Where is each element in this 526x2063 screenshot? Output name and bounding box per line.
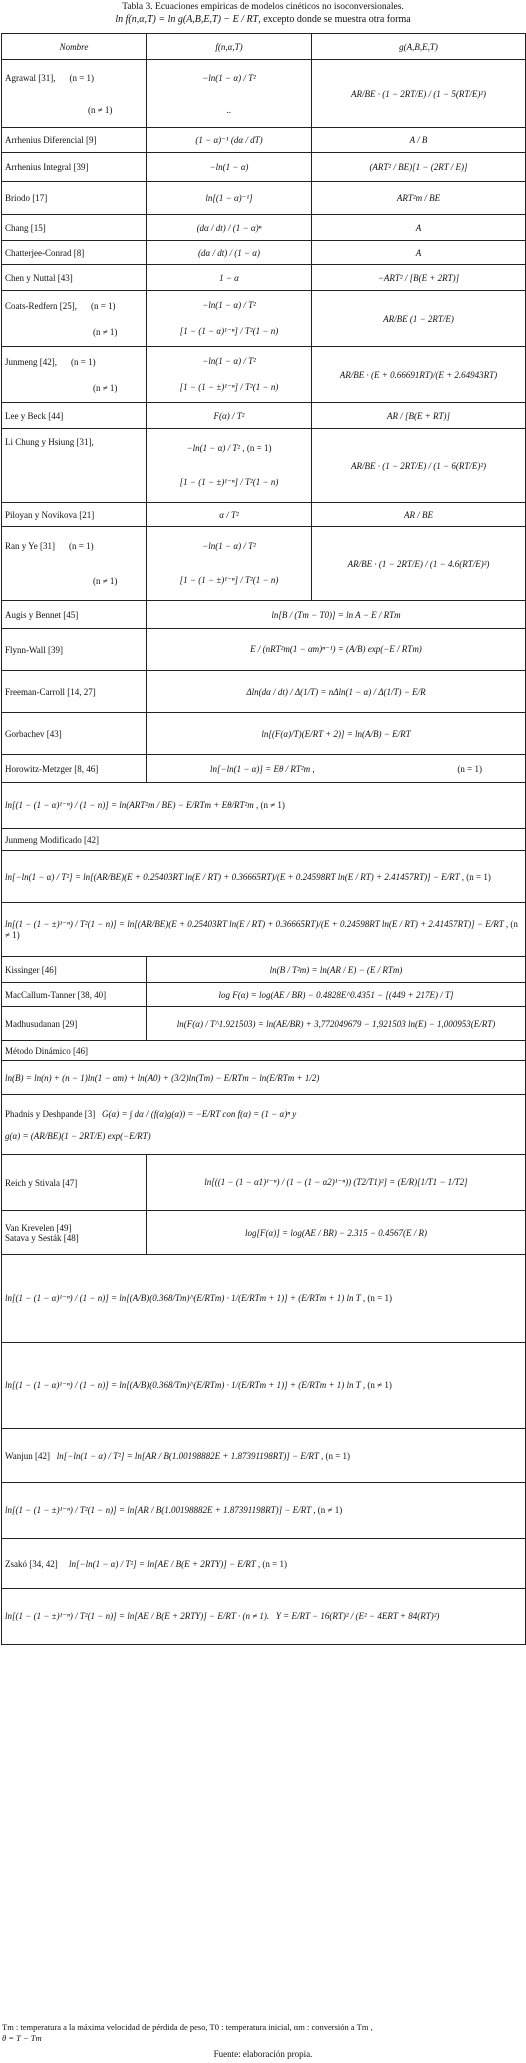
condition: (n ≠ 1): [367, 1380, 392, 1390]
g-expression: A: [312, 241, 526, 265]
table-row: [2, 153, 526, 182]
g-expression: ART²m / BE: [312, 182, 526, 215]
f-expression: −ln(1 − α) / T²: [202, 300, 256, 311]
model-name: MacCallum-Tanner [38, 40]: [2, 983, 147, 1007]
f-expression: −ln(1 − α) / T² ,: [186, 442, 245, 453]
f-expression: [1 − (1 − ±)¹⁻ⁿ] / T²(1 − n): [179, 381, 279, 392]
condition: (n = 1): [71, 356, 96, 367]
equation: E / (nRT²m(1 − αm)ⁿ⁻¹) = (A/B) exp(−E / RTm): [147, 629, 526, 671]
source-note: Fuente: elaboración propia.: [213, 2049, 313, 2059]
f-expression: [1 − (1 − α)¹⁻ⁿ] / T²(1 − n): [179, 325, 279, 336]
f-expression: (dα / dt) / (1 − α): [147, 241, 312, 265]
condition: (n ≠ 1): [260, 800, 285, 810]
table-row: [2, 903, 526, 957]
table-row: [2, 215, 526, 241]
table-row: [2, 1007, 526, 1041]
equation: g(α) = (AR/BE)(1 − 2RT/E) exp(−E/RT): [5, 1130, 151, 1141]
equation: Δln(dα / dt) / Δ(1/T) = nΔln(1 − α) / Δ(1/T) − E/R: [147, 671, 526, 713]
header-row: [2, 34, 526, 60]
table-row: [2, 1343, 526, 1429]
row-name: [2, 347, 147, 403]
subtitle-text: , excepto donde se muestra otra forma: [258, 14, 411, 25]
g-expression: AR/BE · (1 − 2RT/E) / (1 − 5(RT/E)²): [312, 60, 526, 128]
table-row: [2, 629, 526, 671]
row-f: [147, 527, 312, 601]
condition: (n ≠ 1): [88, 104, 113, 115]
table-row: [2, 601, 526, 629]
footnote-line: Tm : temperatura a la máxima velocidad de pérdida de peso, T0 : temperatura inicial, αm : conversión a Tm ,: [2, 2022, 373, 2032]
model-name: Augis y Bennet [45]: [2, 601, 147, 629]
equation: ln(B) = ln(n) + (n − 1)ln(1 − αm) + ln(A0) + (3/2)ln(Tm) − E/RTm − ln(E/RTm + 1/2): [2, 1061, 526, 1095]
model-name: Reich y Stivala [47]: [2, 1155, 147, 1211]
f-expression: (1 − α)⁻¹ (dα / dT): [147, 128, 312, 153]
model-name: Lee y Beck [44]: [2, 403, 147, 429]
equation: ln[(1 − (1 − α)¹⁻ⁿ) / (1 − n)] = ln[(A/B)(0.368/Tm)^(E/RTm) · 1/(E/RTm + 1)] + (E/RTm + 1) ln T ,: [5, 1293, 366, 1303]
f-expression: 1 − α: [147, 265, 312, 291]
model-name: Junmeng Modificado [42]: [2, 829, 526, 851]
condition: (n ≠ 1): [317, 1505, 343, 1515]
model-name: Briodo [17]: [2, 182, 147, 215]
table-subtitle: [0, 14, 526, 25]
equation: ln[B / (Tm − T0)] = ln A − E / RTm: [147, 601, 526, 629]
equation: ln[(1 − (1 − ±)¹⁻ⁿ) / T²(1 − n)] = ln[AE / B(E + 2RTY)] − E/RT · (n ≠ 1).: [5, 1611, 270, 1621]
model-name: Chatterjee-Conrad [8]: [2, 241, 147, 265]
condition: (n ≠ 1): [93, 382, 118, 393]
subtitle-math: ln f(n,α,T) = ln g(A,B,E,T) − E / RT: [115, 14, 259, 25]
f-expression: −ln(1 − α) / T²: [202, 72, 256, 83]
table-row: [2, 983, 526, 1007]
table-row: [2, 403, 526, 429]
table-row: [2, 671, 526, 713]
model-name: Flynn-Wall [39]: [2, 629, 147, 671]
table-row: [2, 783, 526, 829]
g-expression: AR / [B(E + RT)]: [312, 403, 526, 429]
equation: log[F(α)] = log(AE / BR) − 2.315 − 0.4567(E / R): [147, 1211, 526, 1255]
row-f: [147, 347, 312, 403]
equation: ln[(1 − (1 − ±)¹⁻ⁿ) / T²(1 − n)] = ln[(AR/BE)(E + 0.25403RT ln(E / RT) + 0.36665RT)/(E + 0.24598RT ln(E / RT) + 2.41457RT)] − E/RT ,: [5, 919, 509, 929]
row-name: [2, 291, 147, 347]
model-name: Phadnis y Deshpande [3]: [5, 1108, 96, 1119]
g-expression: −ART² / [B(E + 2RT)]: [312, 265, 526, 291]
condition: (n = 1): [325, 1450, 351, 1461]
model-name: Chang [15]: [2, 215, 147, 241]
model-name: Freeman-Carroll [14, 27]: [2, 671, 147, 713]
model-name: Agrawal [31],: [5, 72, 56, 83]
table-row: [2, 291, 526, 347]
condition: (n = 1): [367, 1293, 392, 1303]
model-name: Li Chung y Hsiung [31],: [5, 436, 94, 447]
equation: ln[−ln(1 − α) / T²] = ln[AR / B(1.00198882E + 1.87391198RT)] − E/RT ,: [56, 1450, 324, 1461]
model-name: Kissinger [46]: [2, 957, 147, 983]
table-row: [2, 1539, 526, 1589]
f-expression: −ln(1 − α) / T²: [202, 540, 256, 551]
table-row: [2, 1061, 526, 1095]
table-row: [2, 527, 526, 601]
g-expression: AR/BE · (1 − 2RT/E) / (1 − 6(RT/E)²): [312, 429, 526, 503]
g-expression: AR/BE (1 − 2RT/E): [312, 291, 526, 347]
table-row: [2, 429, 526, 503]
condition: (n = 1): [246, 442, 272, 453]
g-expression: A / B: [312, 128, 526, 153]
condition: (n = 1): [262, 1558, 287, 1569]
condition: (n ≠ 1): [93, 326, 118, 337]
f-expression: [1 − (1 − ±)¹⁻ⁿ] / T²(1 − n): [179, 477, 279, 488]
equation: ln[(1 − (1 − α)¹⁻ⁿ) / (1 − n)] = ln[(A/B)(0.368/Tm)^(E/RTm) · 1/(E/RTm + 1)] + (E/RTm + 1) ln T ,: [5, 1380, 366, 1390]
kinetic-models-table: [1, 33, 526, 1645]
model-name: Gorbachev [43]: [2, 713, 147, 755]
condition: (n = 1): [90, 300, 116, 311]
g-expression: AR/BE · (E + 0.66691RT)/(E + 2.64943RT): [312, 347, 526, 403]
model-name: Chen y Nuttal [43]: [2, 265, 147, 291]
row-f: [147, 291, 312, 347]
row-equation: [2, 1343, 526, 1429]
condition: (n = 1): [466, 871, 491, 882]
equation: ln[−ln(1 − α) / T²] = ln[AE / B(E + 2RTY)] − E/RT ,: [69, 1558, 261, 1569]
table-row: [2, 60, 526, 128]
table-row: [2, 1429, 526, 1483]
table-row: [2, 851, 526, 903]
footnote-line: θ = T − Tm: [2, 2033, 42, 2043]
f-expression: ln[(1 − α)⁻¹]: [147, 182, 312, 215]
header-g: g(A,B,E,T): [312, 34, 526, 60]
condition: (n = 1): [69, 72, 95, 83]
f-expression: [1 − (1 − ±)¹⁻ⁿ] / T²(1 − n): [179, 575, 279, 586]
condition: (n ≠ 1): [5, 919, 518, 940]
g-expression: (ART² / BE)[1 − (2RT / E)]: [312, 153, 526, 182]
row-equation: [2, 1589, 526, 1645]
model-name: Horowitz-Metzger [8, 46]: [2, 755, 147, 783]
row-equation: [2, 1539, 526, 1589]
model-name: Arrhenius Integral [39]: [2, 153, 147, 182]
row-equation: [2, 851, 526, 903]
f-expression: −ln(1 − α): [147, 153, 312, 182]
table-row: [2, 128, 526, 153]
table-row: [2, 1095, 526, 1155]
table-row: [2, 713, 526, 755]
f-expression: −ln(1 − α) / T²: [202, 356, 256, 367]
condition: (n = 1): [69, 541, 94, 551]
row-equation: [2, 1429, 526, 1483]
header-name: Nombre: [2, 34, 147, 60]
equation: G(α) = ∫ dα / (f(α)g(α)) = −E/RT con f(α) = (1 − α)ⁿ y: [101, 1108, 297, 1119]
f-expression: (dα / dt) / (1 − α)ⁿ: [147, 215, 312, 241]
table-row: [2, 829, 526, 851]
equation: ln[((1 − (1 − α1)¹⁻ⁿ) / (1 − (1 − α2)¹⁻ⁿ)) (T2/T1)²] = (E/R)[1/T1 − 1/T2]: [147, 1155, 526, 1211]
row-name: [2, 527, 147, 601]
equation: ln(F(α) / T^1.921503) = ln(AE/BR) + 3,772049679 − 1,921503 ln(E) − 1,000953(E/RT): [147, 1007, 526, 1041]
model-name: Van Krevelen [49]: [5, 1222, 72, 1233]
row-f: [147, 60, 312, 128]
table-row: [2, 503, 526, 527]
equation: ln[(1 − (1 − ±)¹⁻ⁿ) / T²(1 − n)] = ln[AR / B(1.00198882E + 1.87391198RT)] − E/RT ,: [5, 1505, 316, 1515]
equation: ln[(1 − (1 − α)¹⁻ⁿ) / (1 − n)] = ln(ART²m / BE) − E/RTm + Eθ/RT²m ,: [5, 800, 259, 810]
model-name: Madhusudanan [29]: [2, 1007, 147, 1041]
table-row: [2, 755, 526, 783]
row-name: [2, 1211, 147, 1255]
model-name: Junmeng [42],: [5, 356, 57, 367]
equation: ln[(F(α)/T)(E/RT + 2)] = ln(A/B) − E/RT: [147, 713, 526, 755]
condition: (n ≠ 1): [93, 576, 118, 586]
model-name: Wanjun [42]: [5, 1450, 51, 1461]
equation-y: Y = E/RT − 16(RT)² / (E² − 4ERT + 84(RT)²): [275, 1611, 440, 1621]
row-equation: [2, 783, 526, 829]
table-row: [2, 265, 526, 291]
f-expression: F(α) / T²: [147, 403, 312, 429]
row-name: [2, 429, 147, 503]
table-row: [2, 1211, 526, 1255]
f-expression: ..: [226, 104, 232, 115]
table-row: [2, 1155, 526, 1211]
f-expression: α / T²: [147, 503, 312, 527]
row-equation: [147, 755, 526, 783]
row-name: [2, 60, 147, 128]
g-expression: AR / BE: [312, 503, 526, 527]
row-f: [147, 429, 312, 503]
footnote: [2, 2022, 524, 2044]
table-row: [2, 1483, 526, 1539]
condition: (n = 1): [457, 763, 482, 774]
row-equation: [2, 1483, 526, 1539]
table-row: [2, 1041, 526, 1061]
equation: ln[−ln(1 − α) / T²] = ln[(AR/BE)(E + 0.25403RT ln(E / RT) + 0.36665RT)/(E + 0.24598RT ln(E / RT) + 2.41457RT)] − E/RT ,: [5, 871, 465, 882]
model-name: Piloyan y Novikova [21]: [2, 503, 147, 527]
row-equation: [2, 903, 526, 957]
model-name: Satava y Sesták [48]: [5, 1232, 79, 1243]
row-equation: [2, 1095, 526, 1155]
g-expression: AR/BE · (1 − 2RT/E) / (1 − 4.6(RT/E)²): [312, 527, 526, 601]
equation: log F(α) = log(AE / BR) − 0.4828E^0.4351 − [(449 + 217E) / T]: [147, 983, 526, 1007]
g-expression: A: [312, 215, 526, 241]
equation: ln[−ln(1 − α)] = Eθ / RT²m ,: [210, 763, 315, 774]
table-row: [2, 182, 526, 215]
table-row: [2, 347, 526, 403]
equation: ln(B / T²m) = ln(AR / E) − (E / RTm): [147, 957, 526, 983]
row-equation: [2, 1255, 526, 1343]
header-f: f(n,α,T): [147, 34, 312, 60]
model-name: Método Dinámico [46]: [2, 1041, 526, 1061]
table-row: [2, 957, 526, 983]
model-name: Arrhenius Diferencial [9]: [2, 128, 147, 153]
table-row: [2, 1589, 526, 1645]
table-row: [2, 1255, 526, 1343]
model-name: Zsakó [34, 42]: [5, 1558, 58, 1569]
table-caption: Tabla 3. Ecuaciones empíricas de modelos cinéticos no isoconversionales.: [122, 2, 404, 12]
table-row: [2, 241, 526, 265]
model-name: Coats-Redfern [25],: [5, 300, 77, 311]
model-name: Ran y Ye [31]: [5, 541, 56, 551]
